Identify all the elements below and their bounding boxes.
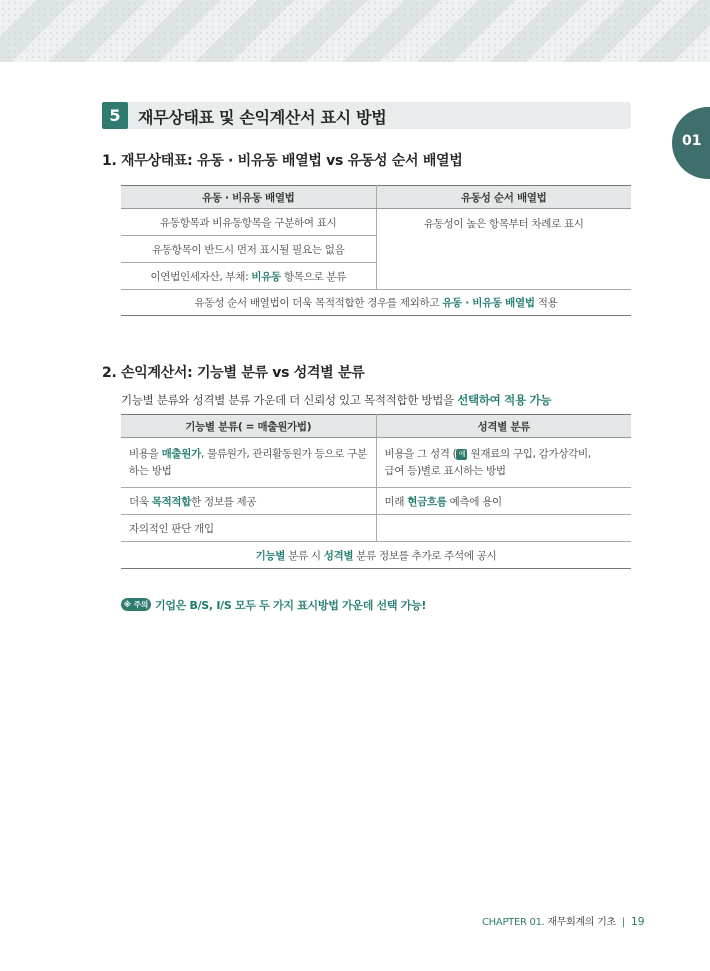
subsection-2-title: 2. 손익계산서: 기능별 분류 vs 성격별 분류	[102, 365, 365, 381]
table-cell	[121, 488, 376, 515]
table-header-row	[121, 186, 631, 209]
cell-text: 유동성 순서 배열법이 더욱 목적적합한 경우를 제외하고	[194, 297, 443, 309]
header-nature-method: 성격별 분류	[376, 415, 631, 438]
subsection-2-description	[121, 392, 551, 408]
header-current-noncurrent: 유동 · 비유동 배열법	[121, 186, 376, 209]
highlight-text: 매출원가	[161, 447, 201, 460]
highlight-text: 비유동	[251, 270, 281, 283]
cell-text: 급여 등)별로 표시하는 방법	[384, 464, 506, 477]
cell-text: 미래	[384, 495, 408, 508]
table-row	[121, 438, 631, 488]
table-cell: 유동성이 높은 항목부터 차례로 표시	[376, 209, 631, 290]
table-cell	[121, 542, 631, 569]
highlight-text: 현금흐름	[407, 495, 447, 508]
header-liquidity-order: 유동성 순서 배열법	[376, 186, 631, 209]
highlight-text: 목적적합	[151, 495, 192, 508]
highlight-text: 성격별	[323, 549, 354, 562]
cell-text: 한 정보를 제공	[191, 495, 257, 508]
balance-sheet-table	[121, 185, 631, 316]
table-cell: 유동항목과 비유동항목을 구분하여 표시	[121, 209, 376, 236]
cell-text: 항목으로 분류	[280, 270, 347, 283]
footer-title: 재무회계의 기초	[544, 917, 616, 928]
table-cell	[121, 263, 376, 290]
table-footer-row	[121, 542, 631, 569]
table-cell: 유동항목이 반드시 먼저 표시될 필요는 없음	[121, 236, 376, 263]
subsection-1-title: 1. 재무상태표: 유동 · 비유동 배열법 vs 유동성 순서 배열법	[102, 153, 463, 169]
cell-text: 분류 시	[285, 549, 324, 562]
page-footer	[482, 913, 644, 928]
chapter-tab	[672, 107, 710, 179]
caution-note	[121, 594, 426, 613]
page-number: 19	[630, 915, 645, 928]
cell-text: 비용을	[129, 447, 162, 460]
section-header	[102, 102, 631, 129]
table-cell: 자의적인 판단 개입	[121, 515, 376, 542]
section-number: 5	[102, 102, 128, 129]
header-function-method: 기능별 분류( = 매출원가법)	[121, 415, 376, 438]
cell-text: , 물류원가, 관리활동원가 등으로 구분	[200, 447, 367, 460]
table-cell	[376, 438, 631, 488]
table-cell	[121, 438, 376, 488]
cell-text: 적용	[534, 297, 558, 309]
table-row	[121, 488, 631, 515]
header-pattern-band	[0, 0, 710, 62]
caution-badge: ※ 주의	[121, 598, 151, 611]
highlight-text: 기능별	[255, 549, 286, 562]
footer-separator: |	[621, 917, 625, 928]
cell-text: 더욱	[129, 495, 152, 508]
cell-text: 예측에 용이	[446, 495, 502, 508]
income-statement-table	[121, 414, 631, 569]
cell-text: 분류 정보를 추가로 주석에 공시	[353, 549, 497, 562]
chapter-tab-label: 01	[682, 133, 702, 149]
table-cell	[121, 290, 631, 316]
table-cell	[376, 515, 631, 542]
highlight-text: 유동 · 비유동 배열법	[442, 297, 535, 309]
highlight-text: 선택하여 적용 가능	[457, 393, 552, 407]
example-icon: 예	[456, 449, 467, 460]
table-row	[121, 209, 631, 236]
cell-text: 원재료의 구입, 감가상각비,	[467, 447, 591, 460]
cell-text: 비용을 그 성격 (	[384, 447, 457, 460]
footer-chapter: CHAPTER 01.	[482, 917, 545, 928]
cell-text: 하는 방법	[129, 464, 172, 477]
caution-text: 기업은 B/S, I/S 모두 두 가지 표시방법 가운데 선택 가능!	[155, 598, 427, 612]
table-row	[121, 515, 631, 542]
table-footer-row	[121, 290, 631, 316]
section-title: 재무상태표 및 손익계산서 표시 방법	[138, 108, 387, 127]
table-header-row	[121, 415, 631, 438]
table-cell	[376, 488, 631, 515]
cell-text: 이연법인세자산, 부채:	[150, 270, 252, 283]
desc-text: 기능별 분류와 성격별 분류 가운데 더 신뢰성 있고 목적적합한 방법을	[121, 393, 458, 407]
